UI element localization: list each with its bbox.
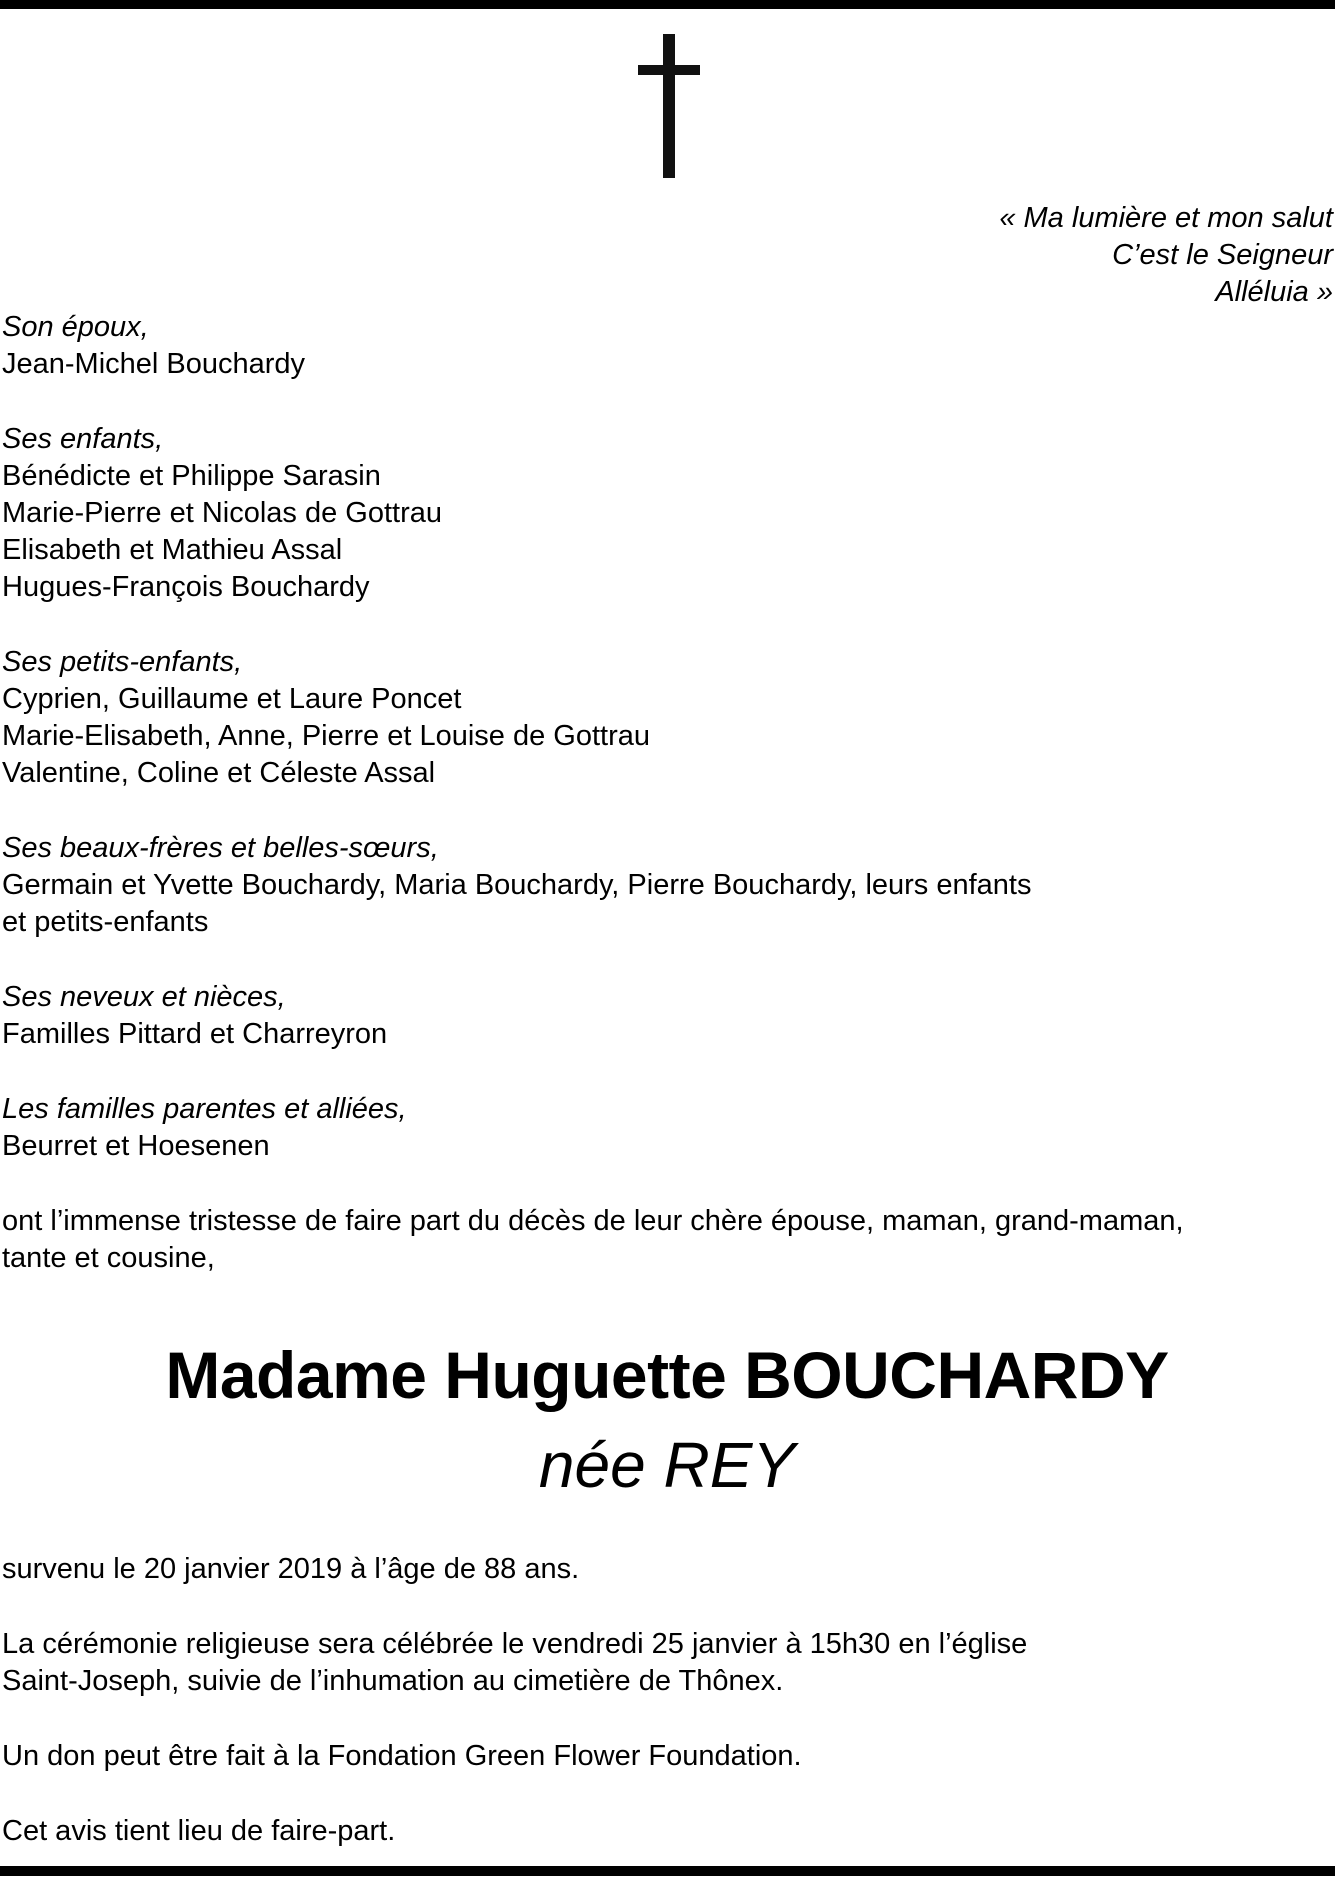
group-line: Hugues-François Bouchardy — [2, 571, 370, 603]
announcement-line: tante et cousine, — [2, 1242, 215, 1274]
closing-text — [2, 1813, 1332, 1850]
family-group-children — [2, 421, 1332, 606]
group-heading: Les familles parentes et alliées, — [2, 1093, 407, 1125]
group-line: Jean-Michel Bouchardy — [2, 348, 306, 380]
group-heading: Son époux, — [2, 311, 149, 343]
group-line: Cyprien, Guillaume et Laure Poncet — [2, 683, 462, 715]
group-line: Germain et Yvette Bouchardy, Maria Bouchardy, Pierre Bouchardy, leurs enfants — [2, 869, 1032, 901]
maiden-name: née REY — [538, 1429, 796, 1501]
deceased-name: Madame Huguette BOUCHARDY — [165, 1338, 1169, 1412]
group-line: Valentine, Coline et Céleste Assal — [2, 757, 436, 789]
group-line: Beurret et Hoesenen — [2, 1130, 270, 1162]
death-date-text — [2, 1551, 1332, 1588]
group-line: Bénédicte et Philippe Sarasin — [2, 460, 381, 492]
group-line: et petits-enfants — [2, 906, 209, 938]
detail-line: Un don peut être fait à la Fondation Green Flower Foundation. — [2, 1740, 802, 1772]
family-group-nephews-nieces — [2, 979, 1332, 1053]
group-line: Marie-Pierre et Nicolas de Gottrau — [2, 497, 442, 529]
epigraph-quote — [999, 200, 1333, 311]
announcement-text — [2, 1203, 1332, 1277]
group-line: Familles Pittard et Charreyron — [2, 1018, 388, 1050]
bottom-border — [0, 1866, 1335, 1876]
ceremony-text — [2, 1626, 1332, 1700]
family-group-grandchildren — [2, 644, 1332, 792]
family-group-relatives — [2, 1091, 1332, 1165]
notice-body — [2, 309, 1332, 1888]
group-heading: Ses beaux-frères et belles-sœurs, — [2, 832, 439, 864]
donation-text — [2, 1738, 1332, 1775]
quote-line: Alléluia » — [1215, 276, 1333, 308]
family-group-in-laws — [2, 830, 1332, 941]
announcement-line: ont l’immense tristesse de faire part du décès de leur chère épouse, maman, grand-maman, — [2, 1205, 1184, 1237]
group-line: Elisabeth et Mathieu Assal — [2, 534, 343, 566]
family-group-spouse — [2, 309, 1332, 383]
cross-icon — [638, 34, 700, 178]
detail-line: La cérémonie religieuse sera célébrée le vendredi 25 janvier à 15h30 en l’église — [2, 1628, 1028, 1660]
quote-line: C’est le Seigneur — [1112, 239, 1333, 271]
top-border — [0, 0, 1335, 9]
group-heading: Ses enfants, — [2, 423, 164, 455]
group-heading: Ses petits-enfants, — [2, 646, 243, 678]
detail-line: survenu le 20 janvier 2019 à l’âge de 88 ans. — [2, 1553, 580, 1585]
detail-line: Cet avis tient lieu de faire-part. — [2, 1815, 396, 1847]
group-heading: Ses neveux et nièces, — [2, 981, 286, 1013]
quote-line: « Ma lumière et mon salut — [999, 202, 1333, 234]
group-line: Marie-Elisabeth, Anne, Pierre et Louise de Gottrau — [2, 720, 651, 752]
detail-line: Saint-Joseph, suivie de l’inhumation au cimetière de Thônex. — [2, 1665, 784, 1697]
